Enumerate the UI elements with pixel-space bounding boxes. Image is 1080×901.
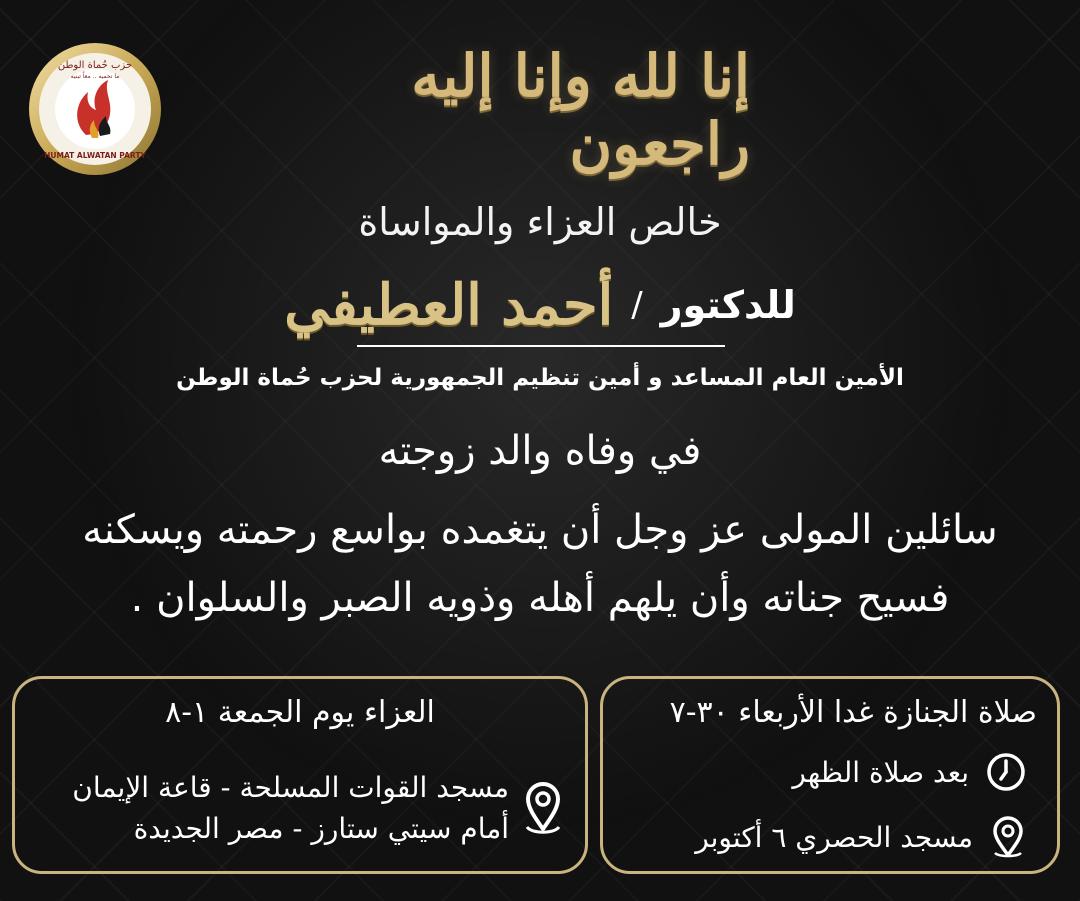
party-logo xyxy=(26,40,164,178)
divider-line xyxy=(357,345,725,347)
logo-tagline: ما تحميه .. معاً تبنيه xyxy=(70,73,120,80)
funeral-time-row xyxy=(792,751,1027,793)
venue-lines xyxy=(72,771,509,845)
logo-arabic-name: حزب حُماة الوطن xyxy=(57,60,133,71)
header-calligraphy xyxy=(330,42,750,178)
location-pin-icon xyxy=(521,779,565,837)
logo-english-name: HUMAT ALWATAN PARTY xyxy=(44,151,146,160)
funeral-time-text: بعد صلاة الظهر xyxy=(792,755,969,789)
condolence-heading: خالص العزاء والمواساة xyxy=(358,200,722,244)
condolence-venue xyxy=(72,771,565,845)
occasion-line: في وفاه والد زوجته xyxy=(378,428,702,474)
funeral-location-row xyxy=(695,815,1027,859)
condolence-card xyxy=(12,676,588,874)
condolence-card-heading: العزاء يوم الجمعة ١-٨ xyxy=(165,695,435,730)
recipient-separator: / xyxy=(631,285,643,325)
venue-line-1: مسجد القوات المسلحة - قاعة الإيمان xyxy=(72,771,509,804)
prayer-line-1: سائلين المولى عز وجل أن يتغمده بواسع رحمته ويسكنه xyxy=(82,507,998,553)
funeral-location-text: مسجد الحصري ٦ أكتوبر xyxy=(695,820,973,854)
prayer-line-2: فسيح جناته وأن يلهم أهله وذويه الصبر والسلوان . xyxy=(130,575,950,621)
funeral-heading: صلاة الجنازة غدا الأربعاء ٣٠-٧ xyxy=(669,695,1037,730)
funeral-card xyxy=(600,676,1060,874)
clock-icon xyxy=(985,751,1027,793)
calligraphy-text: إنا لله وإنا إليه راجعون xyxy=(411,42,750,178)
location-pin-icon xyxy=(989,815,1027,859)
recipient-row xyxy=(0,272,1080,338)
recipient-title: الأمين العام المساعد و أمين تنظيم الجمهورية لحزب حُماة الوطن xyxy=(176,365,904,391)
recipient-name: أحمد العطيفي xyxy=(284,272,614,338)
recipient-prefix: للدكتور xyxy=(660,283,796,327)
venue-line-2: أمام سيتي ستارز - مصر الجديدة xyxy=(133,812,509,845)
